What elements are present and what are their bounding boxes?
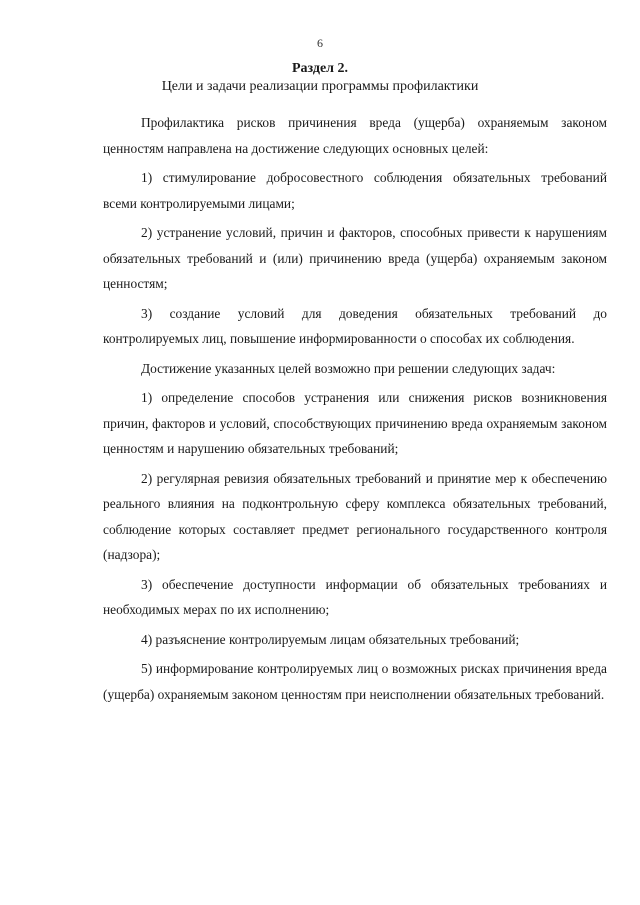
task-item-1: 1) определение способов устранения или снижения рисков возникновения причин, факторов и условий, способствующих причинению вреда охраняемым законом ценностям и нарушению обязательных требований; (103, 390, 607, 456)
section-subtitle: Цели и задачи реализации программы профилактики (161, 79, 479, 94)
intro-paragraph: Профилактика рисков причинения вреда (ущерба) охраняемым законом ценностям направлена на достижение следующих основных целей: (103, 115, 607, 156)
tasks-intro-paragraph: Достижение указанных целей возможно при решении следующих задач: (141, 360, 556, 376)
page-number: 6 (317, 36, 323, 50)
task-item-3: 3) обеспечение доступности информации об обязательных требованиях и необходимых мерах по их исполнению; (103, 576, 607, 617)
goal-item-2: 2) устранение условий, причин и факторов, способных привести к нарушениям обязательных требований и (или) причинению вреда (ущерба) охраняемым законом ценностям; (103, 225, 607, 291)
goal-item-3: 3) создание условий для доведения обязательных требований до контролируемых лиц, повышение информированности о способах их соблюдения. (103, 305, 607, 346)
document-body (103, 110, 607, 711)
section-heading (0, 60, 640, 96)
section-title: Раздел 2. (291, 61, 349, 76)
goal-item-1: 1) стимулирование добросовестного соблюдения обязательных требований всеми контролируемыми лицами; (103, 170, 607, 211)
task-item-4: 4) разъяснение контролируемым лицам обязательных требований; (141, 631, 520, 647)
task-item-5: 5) информирование контролируемых лиц о возможных рисках причинения вреда (ущерба) охраняемым законом ценностям при неисполнении обязательных требований. (103, 661, 607, 702)
task-item-2: 2) регулярная ревизия обязательных требований и принятие мер к обеспечению реального влияния на подконтрольную сферу комплекса обязательных требований, соблюдение которых составляет предмет регионального государственного контроля (надзора); (103, 470, 607, 562)
